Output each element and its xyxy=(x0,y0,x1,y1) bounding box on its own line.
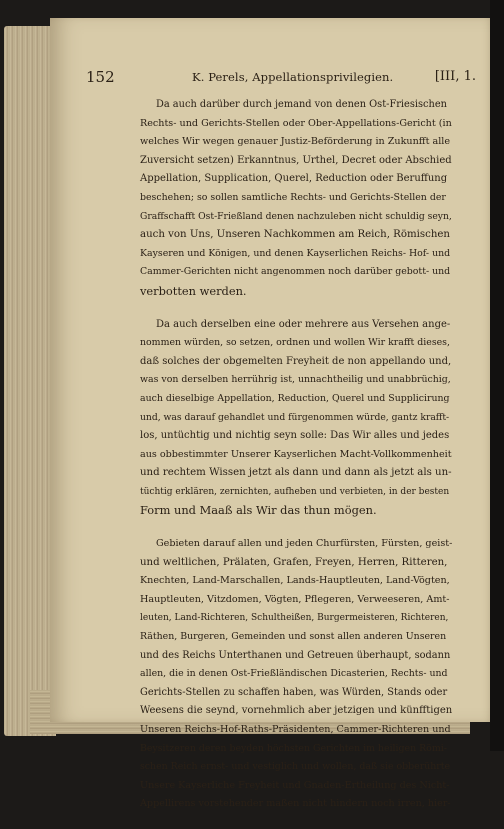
text-line: Graffschafft Ost-Frießland denen nachzuleben nicht schuldig seyn, xyxy=(140,210,452,222)
text-line: Gerichts-Stellen zu schaffen haben, was Würden, Stands oder xyxy=(140,686,448,698)
text-line: und rechtem Wissen jetzt als dann und dann als jetzt als un- xyxy=(140,467,452,479)
text-line: Gebieten darauf allen und jeden Churfürsten, Fürsten, geist- xyxy=(156,538,453,550)
text-line: Zuversicht setzen) Erkanntnus, Urthel, Decret oder Abschied xyxy=(140,154,452,166)
text-line: Form und Maaß als Wir das thun mögen. xyxy=(140,503,377,518)
paragraph-2 xyxy=(140,316,452,521)
text-line: Knechten, Land-Marschallen, Lands-Hauptleuten, Land-Vögten, xyxy=(140,575,450,587)
text-line: Unsere Kayserliche Freyheit und Gnaden-Ertheilung des Nicht- xyxy=(140,779,450,791)
text-line: los, untüchtig und nichtig seyn solle: Das Wir alles und jedes xyxy=(140,430,450,442)
text-line: schen Reich ernst- und vestiglich und wollen, daß sie obberührte xyxy=(140,761,451,773)
text-line: Da auch darüber durch jemand von denen Ost-Friesischen xyxy=(156,99,447,110)
text-line: auch von Uns, Unseren Nachkommen am Reich, Römischen xyxy=(140,229,450,241)
text-line: Da auch derselben eine oder mehrere aus Versehen ange- xyxy=(156,318,451,330)
text-line: und, was darauf gehandlet und fürgenommen würde, gantz krafft- xyxy=(140,411,450,423)
text-line: Appellation, Supplication, Querel, Reduction oder Beruffung xyxy=(140,173,448,185)
paragraph-3 xyxy=(140,535,452,814)
scan-border xyxy=(490,0,504,751)
text-line: verbotten werden. xyxy=(140,283,247,298)
text-line: und des Reichs Unterthanen und Getreuen überhaupt, sodann xyxy=(140,649,451,661)
text-line: und weltlichen, Prälaten, Grafen, Freyen, Herren, Ritteren, xyxy=(140,556,448,568)
text-line: was von derselben herrührig ist, unnachtheilig und unabbrüchig, xyxy=(140,374,451,386)
text-line: tüchtig erklären, zernichten, aufheben und verbieten, in der besten xyxy=(140,486,450,497)
page-number: 152 xyxy=(86,68,115,86)
text-line: Beysitzeren deren beyden höchsten Gerichten im heiligen Römi- xyxy=(140,742,447,754)
text-line: beschehen; so sollen samtliche Rechts- und Gerichts-Stellen der xyxy=(140,191,446,203)
body-text xyxy=(140,96,452,829)
page-header xyxy=(86,68,476,88)
text-line: daß solches der obgemelten Freyheit de non appellando und, xyxy=(140,355,452,367)
text-line: Weesens die seynd, vornehmlich aber jetzigen und künfftigen xyxy=(140,705,453,717)
text-line: Rechts- und Gerichts-Stellen oder Ober-Appellations-Gericht (in xyxy=(140,117,452,129)
text-line: Appellirens vorstehender maßen nicht hindern noch irren, hier- xyxy=(140,798,451,810)
book-page-edges xyxy=(4,26,56,736)
text-line: Hauptleuten, Vitzdomen, Vögten, Pflegeren, Verweeseren, Amt- xyxy=(140,593,450,605)
text-line: allen, die in denen Ost-Frießländischen Dicasterien, Rechts- und xyxy=(140,668,448,680)
paragraph-1 xyxy=(140,96,452,301)
section-reference: [III, 1. xyxy=(434,69,476,84)
text-line: Kayseren und Königen, und denen Kayserlichen Reichs- Hof- und xyxy=(140,247,451,259)
text-line: nommen würden, so setzen, ordnen und wollen Wir krafft dieses, xyxy=(140,337,450,349)
text-line: Unseren Reichs-Hof-Raths-Präsidenten, Cammer-Richteren und xyxy=(140,724,451,735)
text-line: auch dieselbige Appellation, Reduction, Querel und Supplicirung xyxy=(140,392,450,404)
text-line: aus obbestimmter Unserer Kayserlichen Macht-Vollkommenheit xyxy=(140,448,452,460)
text-line: welches Wir wegen genauer Justiz-Beförderung in Zukunfft alle xyxy=(140,136,451,148)
text-line: Räthen, Burgeren, Gemeinden und sonst allen anderen Unseren xyxy=(140,631,447,643)
running-title: K. Perels, Appellationsprivilegien. xyxy=(192,70,394,84)
text-line: Cammer-Gerichten nicht angenommen noch darüber gebott- und xyxy=(140,266,451,278)
text-line: leuten, Land-Richteren, Schultheißen, Burgermeisteren, Richteren, xyxy=(140,613,449,624)
